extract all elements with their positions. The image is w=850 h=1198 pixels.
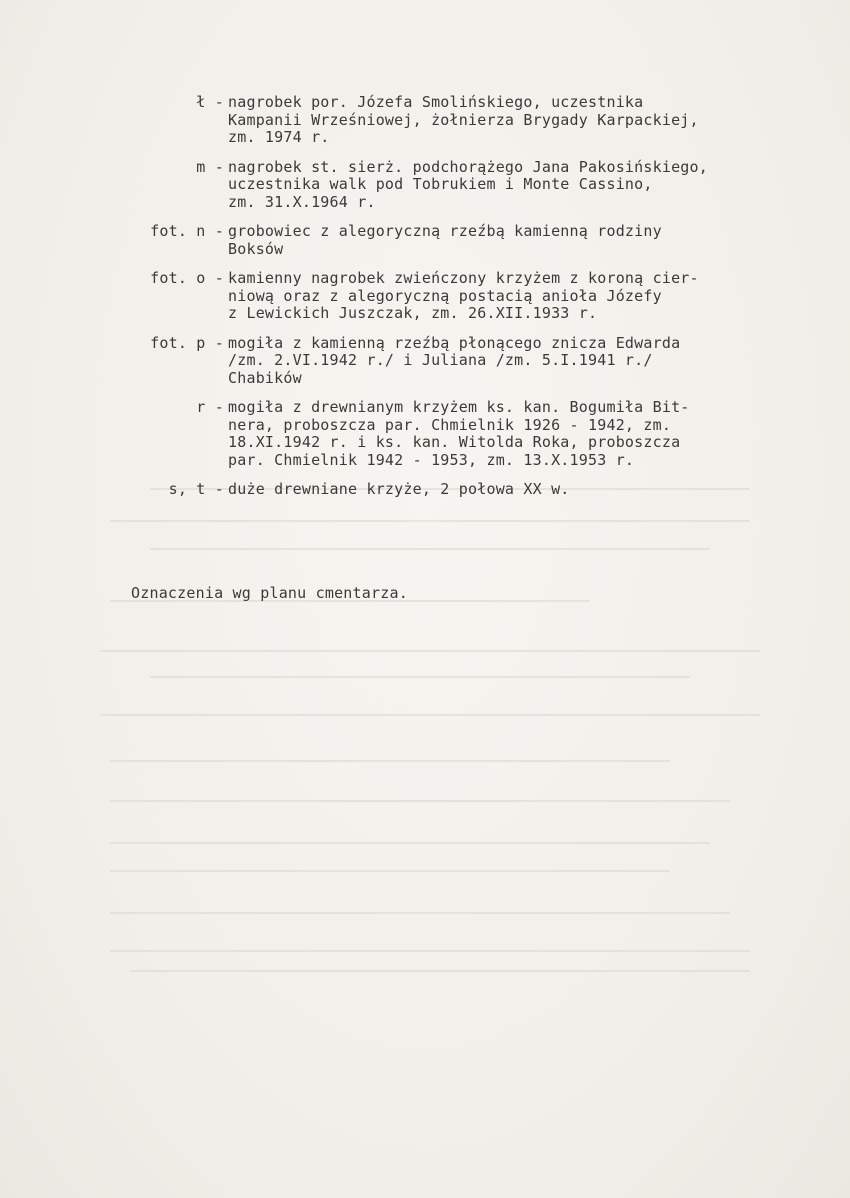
item-marker: m - [196, 157, 224, 176]
list-item [0, 481, 850, 499]
list-item [0, 399, 850, 469]
item-marker: fot. o - [150, 269, 224, 287]
legend-list [0, 94, 850, 511]
item-description: duże drewniane krzyże, 2 połowa XX w. [228, 480, 570, 498]
item-description: nagrobek st. sierż. podchorążego Jana Pakosińskiego, uczestnika walk pod Tobrukiem i Monte Cassino, zm. 31.X.1964 r. [228, 157, 708, 211]
list-item [0, 223, 850, 258]
item-description: grobowiec z alegoryczną rzeźbą kamienną rodziny Boksów [228, 222, 662, 258]
item-description: kamienny nagrobek zwieńczony krzyżem z koroną cier- niową oraz z alegoryczną postacią anioła Józefy z Lewickich Juszczak, zm. 26.XII.1933 r. [228, 269, 699, 322]
list-item [0, 159, 850, 212]
item-marker: s, t - [168, 480, 224, 498]
list-item [0, 335, 850, 388]
item-description: mogiła z kamienną rzeźbą płonącego znicza Edwarda /zm. 2.VI.1942 r./ i Juliana /zm. 5.I.1941 r./ Chabików [228, 333, 681, 387]
list-item [0, 270, 850, 323]
item-marker: ł - [196, 93, 224, 111]
item-marker: fot. p - [150, 333, 224, 352]
item-description: nagrobek por. Józefa Smolińskiego, uczestnika Kampanii Wrześniowej, żołnierza Brygady Karpackiej, zm. 1974 r. [228, 93, 699, 146]
plan-note: Oznaczenia wg planu cmentarza. [131, 584, 408, 602]
item-marker: fot. n - [150, 222, 224, 240]
item-description: mogiła z drewnianym krzyżem ks. kan. Bogumiła Bit- nera, proboszcza par. Chmielnik 1926 - 1942, zm. 18.XI.1942 r. i ks. kan. Witolda Roka, proboszcza par. Chmielnik 1942 - 1953, zm. 13.X.1953 r. [228, 398, 690, 469]
item-marker: r - [196, 398, 224, 416]
list-item [0, 94, 850, 147]
